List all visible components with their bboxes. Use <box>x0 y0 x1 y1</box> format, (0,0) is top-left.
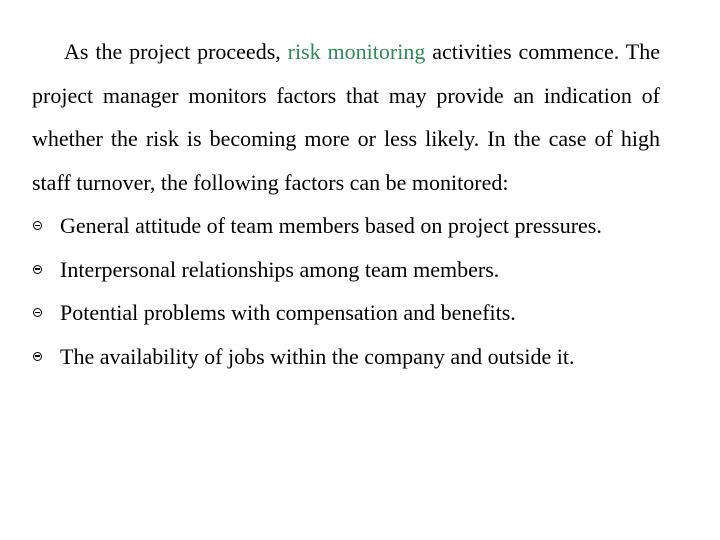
circled-minus-bullet-icon <box>33 265 42 274</box>
list-item <box>32 291 660 335</box>
list-item-text: Potential problems with compensation and benefits. <box>60 300 516 325</box>
list-item-text: The availability of jobs within the company and outside it. <box>60 343 575 369</box>
factor-list <box>32 204 660 378</box>
list-item <box>32 335 660 379</box>
circled-minus-bullet-icon <box>33 352 42 361</box>
intro-paragraph <box>32 30 660 204</box>
list-item <box>32 204 660 248</box>
paragraph-text-end: activities commence. The project manager monitors factors that may provide an indication of whether the risk is becoming more or less likely. In the case of high staff turnover, the following factors can be monitored: <box>32 39 660 195</box>
circled-minus-bullet-icon <box>33 308 42 317</box>
list-item-text: General attitude of team members based on project pressures. <box>60 213 602 238</box>
list-item-text: Interpersonal relationships among team members. <box>60 256 500 282</box>
highlighted-term: risk monitoring <box>287 39 426 64</box>
list-item <box>32 248 660 292</box>
paragraph-text-start: As the project proceeds, <box>64 39 288 64</box>
slide-body <box>32 30 660 510</box>
circled-minus-bullet-icon <box>33 221 42 230</box>
